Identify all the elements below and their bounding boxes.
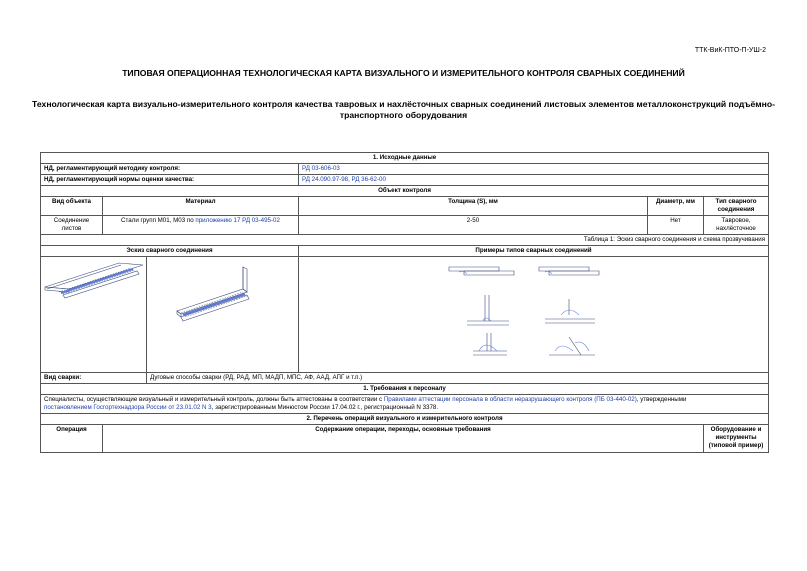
- weld-examples-drawing: [299, 259, 769, 371]
- col-content: Содержание операции, переходы, основные требования: [103, 425, 704, 453]
- examples-header: Примеры типов сварных соединений: [299, 246, 769, 257]
- page-title: ТИПОВАЯ ОПЕРАЦИОННАЯ ТЕХНОЛОГИЧЕСКАЯ КАРТА ВИЗУАЛЬНОГО И ИЗМЕРИТЕЛЬНОГО КОНТРОЛЯ СВАРНЫХ СОЕДИНЕНИЙ: [122, 68, 685, 78]
- material-link[interactable]: приложению 17 РД 03-495-02: [195, 217, 280, 224]
- material-value: [103, 216, 299, 235]
- personnel-text-3: , зарегистрированным Минюстом России 17.04.02 г., регистрационный N 3378.: [211, 404, 439, 411]
- sketch-header: Эскиз сварного соединения: [41, 246, 299, 257]
- nd-method-label: НД, регламентирующий методику контроля:: [41, 164, 299, 175]
- section2-header: 2. Перечень операций визуального и измерительного контроля: [41, 414, 769, 425]
- personnel-text: [41, 395, 769, 414]
- personnel-resolution-link[interactable]: постановлением Госгортехнадзора России от 23.01.02 N 3: [44, 404, 212, 411]
- tee-joint-drawing: [147, 259, 297, 371]
- weld-type-value: Тавровое, нахлёсточное: [704, 216, 769, 235]
- personnel-rules-link[interactable]: Правилами аттестации персонала в области неразрушающего контроля (ПБ 03-440-02): [383, 396, 637, 403]
- object-header: Объект контроля: [41, 186, 769, 197]
- weld-kind-value: Дуговые способы сварки (РД, РАД, МП, МАДП, МПС, АФ, ААД, АПГ и т.п.): [147, 373, 769, 384]
- nd-norms-link[interactable]: РД 24.090.97-98, РД 36-62-00: [299, 175, 769, 186]
- col-diameter: Диаметр, мм: [648, 197, 704, 216]
- col-thickness: Толщина (S), мм: [299, 197, 648, 216]
- weld-examples: [299, 257, 769, 373]
- weld-kind-label: Вид сварки:: [41, 373, 147, 384]
- diameter-value: Нет: [648, 216, 704, 235]
- col-weld-type: Тип сварного соединения: [704, 197, 769, 216]
- nd-norms-label: НД, регламентирующий нормы оценки качества:: [41, 175, 299, 186]
- personnel-text-1: Специалисты, осуществляющие визуальный и измерительный контроль, должны быть аттестованы в соответствии с: [44, 396, 384, 403]
- sketch-tee-joint: [147, 257, 299, 373]
- table-caption: Таблица 1: Эскиз сварного соединения и схема прозвучивания: [41, 235, 769, 246]
- personnel-text-2: , утвержденными: [636, 396, 687, 403]
- thickness-value: 2-50: [299, 216, 648, 235]
- page-subtitle: Технологическая карта визуально-измерительного контроля качества тавровых и нахлёсточных сварных соединений листовых элементов металлоконструкций подъёмно-транспортного оборудования: [32, 99, 775, 120]
- nd-method-link[interactable]: РД 03-606-03: [299, 164, 769, 175]
- col-operation: Операция: [41, 425, 103, 453]
- col-equipment: Оборудование и инструменты (типовой пример): [704, 425, 769, 453]
- document-code: ТТК-ВиК-ПТО-П-УШ-2: [694, 47, 766, 54]
- lap-joint-drawing: [41, 259, 145, 371]
- col-material: Материал: [103, 197, 299, 216]
- material-text: Стали групп М01, М03 по: [121, 217, 196, 224]
- personnel-header: 1. Требования к персоналу: [41, 384, 769, 395]
- sketch-lap-joint: [41, 257, 147, 373]
- col-object-type: Вид объекта: [41, 197, 103, 216]
- section1-header: 1. Исходные данные: [41, 153, 769, 164]
- tech-card-table: [40, 152, 769, 453]
- object-type-value: Соединение листов: [41, 216, 103, 235]
